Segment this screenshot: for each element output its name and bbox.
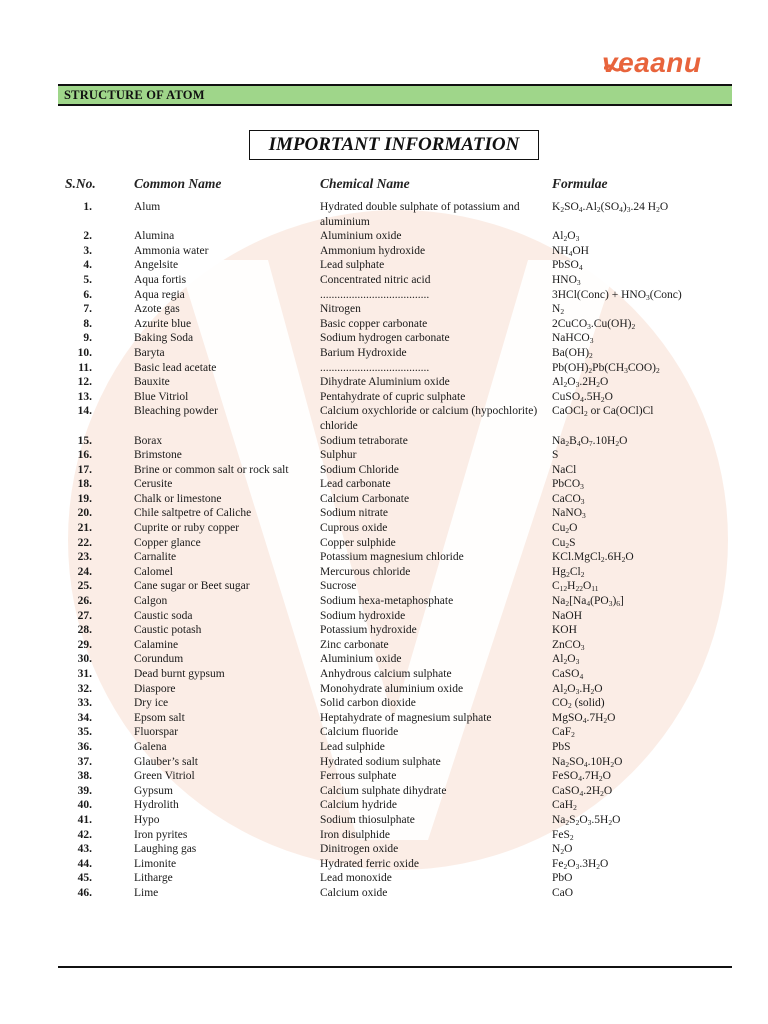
chemical-name-cell: Sucrose: [320, 580, 357, 593]
table-row: [58, 404, 738, 433]
common-name-cell: Lime: [134, 886, 159, 899]
common-name-cell: Baryta: [134, 346, 165, 359]
row-number: 32.: [77, 682, 92, 695]
common-name-cell: Bleaching powder: [134, 405, 218, 418]
table-row: [58, 331, 738, 346]
table-row: [58, 317, 738, 332]
formula-cell: $Al_2O_3$: [552, 230, 580, 244]
chemical-name-cell: Cuprous oxide: [320, 522, 388, 535]
table-row: [58, 448, 738, 463]
table-row: [58, 565, 738, 580]
formula-cell: $FeSO_4.7H_2O$: [552, 770, 611, 784]
formula-cell: $N_2O$: [552, 843, 573, 857]
row-number: 45.: [77, 872, 92, 885]
chemical-name-cell: Lead sulphate: [320, 259, 385, 272]
row-number: 36.: [77, 740, 92, 753]
row-number: 9.: [83, 332, 92, 345]
table-row: [58, 769, 738, 784]
row-number: 4.: [83, 259, 92, 272]
formula-cell: PbSO$_4$: [552, 259, 583, 273]
formula-cell: CaH$_2$: [552, 799, 577, 813]
formula-cell: $CaSO_4.2H_2O$: [552, 784, 613, 798]
row-number: 20.: [77, 507, 92, 520]
common-name-cell: Calgon: [134, 595, 168, 608]
common-name-cell: Epsom salt: [134, 711, 185, 724]
chemical-name-cell: Zinc carbonate: [320, 638, 389, 651]
formula-cell: FeS$_2$: [552, 828, 574, 842]
chemical-name-cell: ......................................: [320, 361, 430, 374]
chemical-name-cell: Monohydrate aluminium oxide: [320, 682, 464, 695]
common-name-cell: Cane sugar or Beet sugar: [134, 580, 250, 593]
veaanu-logo: [602, 48, 742, 84]
chemical-name-cell: Ferrous sulphate: [320, 770, 397, 783]
chemical-name-cell: Sodium nitrate: [320, 507, 389, 520]
common-name-cell: Iron pyrites: [134, 828, 188, 841]
row-number: 22.: [77, 536, 92, 549]
common-name-cell: Caustic soda: [134, 609, 193, 622]
common-name-cell: Gypsum: [134, 784, 173, 797]
table-row: [58, 842, 738, 857]
common-name-cell: Dead burnt gypsum: [134, 668, 225, 680]
table-row: [58, 288, 738, 303]
chemical-name-cell: Potassium magnesium chloride: [320, 551, 464, 564]
common-name-cell: Calomel: [134, 565, 173, 578]
table-row: [58, 506, 738, 521]
chemical-name-cell: Iron disulphide: [320, 828, 390, 841]
chemical-name-cell: Sodium tetraborate: [320, 434, 408, 447]
formula-cell: $KCl.MgCl_2.6H_2O$: [552, 551, 634, 565]
formula-cell: CaF$_2$: [552, 726, 575, 740]
chemical-name-cell: Dihydrate Aluminium oxide: [320, 376, 450, 389]
row-number: 16.: [77, 449, 92, 462]
title-box: [249, 130, 539, 160]
row-number: 8.: [83, 317, 92, 330]
row-number: 27.: [77, 609, 92, 622]
row-number: 6.: [83, 288, 92, 301]
col-header-sno: S.No.: [65, 176, 96, 191]
formula-cell: S: [552, 449, 559, 462]
col-header-common-name: Common Name: [134, 176, 222, 191]
formula-cell: $C_{12}H_{22}O_{11}$: [552, 580, 599, 594]
chemical-name-cell: Sodium hydroxide: [320, 609, 406, 622]
chemical-name-cell: Concentrated nitric acid: [320, 273, 431, 286]
formula-cell: ZnCO$_3$: [552, 638, 585, 652]
row-number: 26.: [77, 595, 92, 608]
chemical-name-cell: Aluminium oxide: [320, 653, 402, 666]
common-name-cell: Blue Vitriol: [134, 390, 189, 403]
common-name-cell: Ammonia water: [134, 244, 209, 257]
table-row: [58, 229, 738, 244]
row-number: 21.: [77, 522, 92, 535]
common-name-cell: Borax: [134, 434, 163, 447]
table-row: [58, 594, 738, 609]
common-name-cell: Hydrolith: [134, 799, 179, 812]
table-row: [58, 579, 738, 594]
row-number: 17.: [77, 463, 92, 476]
chemical-name-cell: ......................................: [320, 288, 430, 301]
common-name-cell: Chalk or limestone: [134, 492, 222, 505]
row-number: 25.: [77, 580, 92, 593]
chemical-name-cell: Calcium Carbonate: [320, 492, 410, 505]
formula-cell: $N_2$: [552, 303, 565, 317]
formula-cell: $Na_2SO_4.10H_2O$: [552, 755, 623, 769]
chemical-name-cell: Nitrogen: [320, 303, 361, 316]
formula-cell: $Hg_2Cl_2$: [552, 565, 585, 579]
formula-cell: $Na_2S_2O_3.5H_2O$: [552, 813, 621, 827]
formula-cell: CaCO$_3$: [552, 492, 585, 506]
row-number: 14.: [77, 405, 92, 418]
common-name-cell: Laughing gas: [134, 843, 197, 856]
row-number: 10.: [77, 346, 92, 359]
formula-cell: 3HCl(Conc) + $HNO_3(Conc)$: [552, 288, 682, 302]
row-number: 33.: [77, 697, 92, 710]
table-row: [58, 200, 738, 229]
table-row: [58, 244, 738, 259]
chemical-name-cell: Calcium fluoride: [320, 726, 399, 739]
chemical-name-cell: Pentahydrate of cupric sulphate: [320, 390, 466, 403]
chemical-name-cell: Ammonium hydroxide: [320, 244, 426, 257]
chemical-name-cell: Anhydrous calcium sulphate: [320, 668, 452, 680]
formula-cell: $CO_2$ (solid): [552, 697, 605, 711]
common-name-cell: Limonite: [134, 857, 177, 870]
chemical-name-cell: Sodium Chloride: [320, 463, 399, 476]
col-header-formulae: Formulae: [552, 176, 608, 191]
chemical-name-cell: Lead carbonate: [320, 478, 391, 491]
common-name-cell: Aqua regia: [134, 288, 185, 301]
row-number: 28.: [77, 624, 92, 637]
chemical-name-cell: Potassium hydroxide: [320, 624, 417, 637]
table-row: [58, 609, 738, 624]
formula-cell: $Na_2B_4O_7.10H_2O$: [552, 434, 628, 448]
logo-wave-icon: [604, 64, 624, 78]
table-row: [58, 798, 738, 813]
formula-cell: $Al_2O_3.H_2O$: [552, 682, 603, 696]
common-name-cell: Chile saltpetre of Caliche: [134, 507, 252, 520]
common-name-cell: Bauxite: [134, 376, 170, 389]
table-row: [58, 755, 738, 770]
table-row: [58, 477, 738, 492]
chemical-name-cell: Copper sulphide: [320, 536, 396, 549]
formula-cell: PbO: [552, 872, 573, 885]
table-row: [58, 711, 738, 726]
col-header-chemical-name: Chemical Name: [320, 176, 410, 191]
row-number: 7.: [83, 303, 92, 316]
chemical-name-cell: Aluminium oxide: [320, 230, 402, 243]
common-name-cell: Alum: [134, 201, 161, 213]
chemical-name-cell: Calcium oxide: [320, 886, 388, 899]
formula-cell: NaCl: [552, 463, 577, 476]
formula-cell: CaSO$_4$: [552, 668, 584, 681]
table-row: [58, 813, 738, 828]
chemical-name-cell: Sodium hydrogen carbonate: [320, 332, 450, 345]
row-number: 3.: [83, 244, 92, 257]
row-number: 29.: [77, 638, 92, 651]
chemical-name-cell: Mercurous chloride: [320, 565, 411, 578]
table-row: [58, 828, 738, 843]
chemical-name-cell: Hydrated sodium sulphate: [320, 755, 441, 768]
row-number: 46.: [77, 886, 92, 899]
row-number: 39.: [77, 784, 92, 797]
logo-text: veaanu: [602, 47, 702, 78]
table-row: [58, 740, 738, 755]
formula-cell: NaNO$_3$: [552, 507, 586, 521]
table-row: [58, 258, 738, 273]
formula-cell: $Cu_2O$: [552, 522, 578, 536]
formula-cell: $Al_2O_3.2H_2O$: [552, 376, 609, 390]
row-number: 15.: [77, 434, 92, 447]
chemical-name-cell: Barium Hydroxide: [320, 346, 407, 359]
common-name-cell: Brimstone: [134, 449, 182, 462]
chemical-name-cell: Hydrated ferric oxide: [320, 857, 419, 870]
chemical-name-cell: Solid carbon dioxide: [320, 697, 416, 710]
common-name-cell: Basic lead acetate: [134, 361, 217, 374]
row-number: 24.: [77, 565, 92, 578]
table-row: [58, 871, 738, 886]
common-name-cell: Galena: [134, 740, 167, 753]
chemical-name-cell: Basic copper carbonate: [320, 317, 428, 330]
table-row: [58, 492, 738, 507]
row-number: 5.: [83, 273, 92, 286]
common-name-cell: Corundum: [134, 653, 184, 666]
formula-cell: $Pb(OH)_2Pb(CH_3COO)_2$: [552, 361, 660, 375]
compounds-table: [58, 200, 738, 901]
row-number: 44.: [77, 857, 92, 870]
common-name-cell: Angelsite: [134, 259, 179, 272]
common-name-cell: Green Vitriol: [134, 770, 195, 783]
formula-cell: CaO: [552, 886, 574, 899]
table-row: [58, 725, 738, 740]
chemical-name-cell: Calcium hydride: [320, 799, 397, 812]
common-name-cell: Litharge: [134, 872, 173, 885]
formula-cell: $HNO_3$: [552, 273, 581, 287]
common-name-cell: Fluorspar: [134, 726, 179, 739]
table-row: [58, 857, 738, 872]
footer-rule: [58, 966, 732, 968]
table-row: [58, 302, 738, 317]
row-number: 23.: [77, 551, 92, 564]
section-title: STRUCTURE OF ATOM: [64, 88, 205, 102]
chemical-name-cell: Lead sulphide: [320, 740, 385, 753]
row-number: 31.: [77, 668, 92, 680]
formula-cell: NaOH: [552, 609, 583, 622]
table-row: [58, 623, 738, 638]
row-number: 11.: [78, 361, 92, 374]
common-name-cell: Glauber’s salt: [134, 755, 198, 768]
row-number: 18.: [77, 478, 92, 491]
formula-cell: NaHCO$_3$: [552, 332, 594, 346]
chemical-name-cell: Calcium sulphate dihydrate: [320, 784, 447, 797]
row-number: 1.: [83, 201, 92, 213]
common-name-cell: Calamine: [134, 638, 179, 651]
formula-cell: $CuSO_4.5H_2O$: [552, 390, 613, 404]
table-row: [58, 886, 738, 901]
formula-cell: KOH: [552, 624, 577, 637]
common-name-cell: Dry ice: [134, 697, 169, 710]
formula-cell: $Al_2O_3$: [552, 653, 580, 667]
common-name-cell: Carnalite: [134, 551, 177, 564]
row-number: 41.: [77, 813, 92, 826]
table-row: [58, 696, 738, 711]
common-name-cell: Copper glance: [134, 536, 201, 549]
chemical-name-cell: Calcium oxychloride or calcium (hypochlorite) chloride: [320, 405, 538, 432]
table-row: [58, 682, 738, 697]
common-name-cell: Aqua fortis: [134, 273, 187, 286]
table-row: [58, 667, 738, 682]
row-number: 30.: [77, 653, 92, 666]
formula-cell: PbS: [552, 740, 571, 753]
row-number: 34.: [77, 711, 92, 724]
chemical-name-cell: Heptahydrate of magnesium sulphate: [320, 711, 492, 724]
formula-cell: $Cu_2S$: [552, 536, 576, 550]
row-number: 38.: [77, 770, 92, 783]
chemical-name-cell: Hydrated double sulphate of potassium and aluminium: [320, 201, 520, 228]
header-bottom-rule: [58, 104, 732, 106]
formula-cell: CaOCl$_2$ or Ca(OCl)Cl: [552, 405, 654, 419]
common-name-cell: Caustic potash: [134, 624, 202, 637]
common-name-cell: Azurite blue: [134, 317, 192, 330]
formula-cell: $Ba(OH)_2$: [552, 346, 593, 360]
table-row: [58, 463, 738, 478]
table-row: [58, 390, 738, 405]
formula-cell: PbCO$_3$: [552, 478, 584, 492]
common-name-cell: Cuprite or ruby copper: [134, 522, 240, 535]
formula-cell: $K_2SO_4.Al_2(SO_4)_3.24$ $H_2O$: [552, 201, 669, 214]
row-number: 19.: [77, 492, 92, 505]
common-name-cell: Diaspore: [134, 682, 176, 695]
table-row: [58, 652, 738, 667]
row-number: 2.: [83, 230, 92, 243]
page-title: IMPORTANT INFORMATION: [268, 134, 520, 155]
formula-cell: $Na_2[Na_4(PO_3)_6]$: [552, 595, 624, 609]
row-number: 35.: [77, 726, 92, 739]
table-row: [58, 361, 738, 376]
formula-cell: $2CuCO_3.Cu(OH)_2$: [552, 317, 636, 331]
common-name-cell: Azote gas: [134, 303, 180, 316]
common-name-cell: Alumina: [134, 230, 175, 243]
table-row: [58, 550, 738, 565]
common-name-cell: Brine or common salt or rock salt: [134, 463, 289, 476]
chemical-name-cell: Dinitrogen oxide: [320, 843, 399, 856]
row-number: 12.: [77, 376, 92, 389]
table-row: [58, 521, 738, 536]
common-name-cell: Baking Soda: [134, 332, 194, 345]
common-name-cell: Cerusite: [134, 478, 173, 491]
table-row: [58, 784, 738, 799]
table-row: [58, 375, 738, 390]
row-number: 13.: [77, 390, 92, 403]
row-number: 42.: [77, 828, 92, 841]
table-row: [58, 434, 738, 449]
common-name-cell: Hypo: [134, 813, 160, 826]
table-row: [58, 273, 738, 288]
table-row: [58, 638, 738, 653]
table-row: [58, 346, 738, 361]
chemical-name-cell: Sodium hexa-metaphosphate: [320, 595, 454, 608]
formula-cell: $Fe_2O_3.3H_2O$: [552, 857, 609, 871]
table-row: [58, 536, 738, 551]
row-number: 43.: [77, 843, 92, 856]
row-number: 40.: [77, 799, 92, 812]
chemical-name-cell: Sulphur: [320, 449, 357, 462]
formula-cell: $MgSO_4.7H_2O$: [552, 711, 616, 725]
formula-cell: $NH_4OH$: [552, 244, 589, 258]
row-number: 37.: [77, 755, 92, 768]
chemical-name-cell: Sodium thiosulphate: [320, 813, 415, 826]
chemical-name-cell: Lead monoxide: [320, 872, 392, 885]
